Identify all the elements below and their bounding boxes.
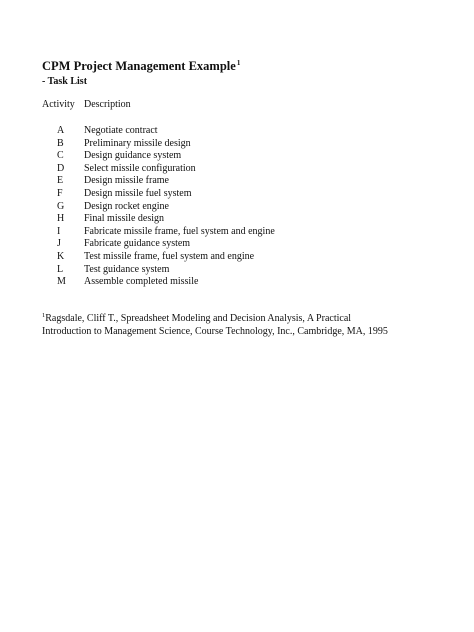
task-description: Design missile frame <box>84 175 169 187</box>
task-row <box>42 276 442 289</box>
task-id: F <box>57 187 63 199</box>
task-description: Negotiate contract <box>84 125 158 136</box>
task-description: Design rocket engine <box>84 200 169 212</box>
task-id: M <box>57 276 66 288</box>
footnote-line-1 <box>42 309 442 325</box>
footnote-line-1-text: Ragsdale, Cliff T., Spreadsheet Modeling and Decision Analysis, A Practical <box>45 313 352 324</box>
task-row <box>42 163 442 176</box>
title-text: CPM Project Management Example <box>42 59 236 73</box>
task-row <box>42 226 442 239</box>
task-row <box>42 175 442 188</box>
task-row <box>42 188 442 201</box>
task-id: J <box>57 238 61 250</box>
page-subtitle: - Task List <box>42 76 88 87</box>
task-id: D <box>57 162 65 174</box>
task-row <box>42 264 442 277</box>
task-id: E <box>57 175 64 187</box>
task-id: H <box>57 213 65 225</box>
task-row <box>42 150 442 163</box>
task-description: Test missile frame, fuel system and engine <box>84 250 255 262</box>
activity-header: Activity <box>42 99 75 110</box>
task-row <box>42 213 442 226</box>
task-id: L <box>57 263 64 275</box>
task-id: A <box>57 125 65 136</box>
task-row <box>42 238 442 251</box>
page-title <box>42 59 240 74</box>
footnote <box>42 309 442 338</box>
task-row <box>42 201 442 214</box>
task-row <box>42 125 442 138</box>
task-id: G <box>57 200 65 212</box>
task-id: K <box>57 250 65 262</box>
description-header: Description <box>84 99 131 110</box>
task-description: Test guidance system <box>84 263 170 275</box>
task-description: Select missile configuration <box>84 162 196 174</box>
task-row <box>42 138 442 151</box>
task-description: Fabricate missile frame, fuel system and engine <box>84 225 275 237</box>
task-description: Design missile fuel system <box>84 187 192 199</box>
task-list <box>42 125 442 289</box>
footnote-marker: 1 <box>42 312 46 319</box>
task-description: Final missile design <box>84 213 164 225</box>
task-id: B <box>57 137 64 149</box>
task-description: Fabricate guidance system <box>84 238 191 250</box>
task-row <box>42 251 442 264</box>
footnote-line-2: Introduction to Management Science, Course Technology, Inc., Cambridge, MA, 1995 <box>42 326 388 337</box>
task-id: I <box>57 225 61 237</box>
title-footnote-marker: 1 <box>236 59 241 67</box>
task-description: Design guidance system <box>84 150 182 162</box>
task-description: Assemble completed missile <box>84 276 199 288</box>
task-description: Preliminary missile design <box>84 137 191 149</box>
task-id: C <box>57 150 64 162</box>
